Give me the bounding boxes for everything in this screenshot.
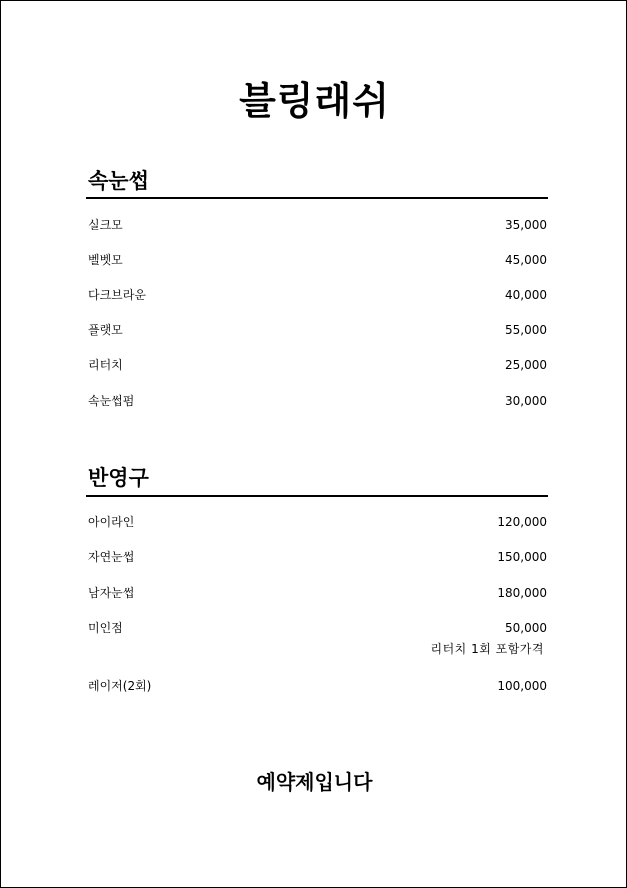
- list-item: [88, 513, 547, 531]
- item-name: 미인점: [88, 621, 123, 635]
- item-name: 실크모: [88, 218, 123, 232]
- item-price: 40,000: [505, 288, 547, 302]
- item-note: 리터치 1회 포함가격: [430, 642, 544, 656]
- list-item: [88, 356, 547, 374]
- item-price: 55,000: [505, 323, 547, 337]
- item-name: 벨벳모: [88, 253, 123, 267]
- item-name: 자연눈썹: [88, 550, 135, 564]
- list-item: [88, 619, 547, 637]
- list-item: [88, 677, 547, 695]
- section-heading-semi-permanent: 반영구: [88, 466, 149, 490]
- section-heading-eyelash: 속눈썹: [88, 169, 149, 193]
- item-price: 50,000: [505, 621, 547, 635]
- item-name: 리터치: [88, 358, 123, 372]
- list-item: [88, 286, 547, 304]
- item-price: 30,000: [505, 394, 547, 408]
- item-price: 45,000: [505, 253, 547, 267]
- item-price: 150,000: [497, 550, 547, 564]
- item-price: 25,000: [505, 358, 547, 372]
- item-price: 120,000: [497, 515, 547, 529]
- list-item: [88, 321, 547, 339]
- item-price: 100,000: [497, 679, 547, 693]
- item-name: 레이저(2회): [88, 679, 152, 693]
- item-name: 아이라인: [88, 515, 135, 529]
- reservation-notice: 예약제입니다: [256, 770, 373, 794]
- item-name: 속눈썹펌: [88, 394, 135, 408]
- section-divider: [86, 197, 548, 199]
- item-price: 35,000: [505, 218, 547, 232]
- item-name: 다크브라운: [88, 288, 146, 302]
- item-price: 180,000: [497, 586, 547, 600]
- list-item: [88, 216, 547, 234]
- list-item: [88, 584, 547, 602]
- item-name: 플랫모: [88, 323, 123, 337]
- list-item: [88, 548, 547, 566]
- list-item: [88, 392, 547, 410]
- item-name: 남자눈썹: [88, 586, 135, 600]
- section-divider: [86, 495, 548, 497]
- page-title: 블링래쉬: [239, 79, 390, 123]
- list-item: [88, 251, 547, 269]
